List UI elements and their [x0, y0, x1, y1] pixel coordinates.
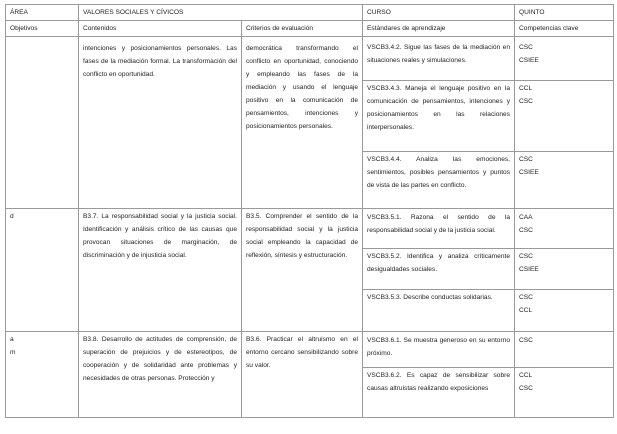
row3-competencias [515, 332, 614, 418]
curso-value: QUINTO [515, 5, 614, 21]
standard-item: VSCB3.4.4. Analiza las emociones, sentimientos, posibles pensamientos y puntos de vista de las partes en conflicto. [363, 151, 514, 200]
standard-item: VSCB3.6.2. Es capaz de sensibilizar sobre causas altruistas realizando exposiciones [363, 367, 514, 412]
standard-item: VSCB3.5.2. Identifica y analiza críticamente desigualdades sociales. [363, 248, 514, 289]
competencias-item [515, 80, 613, 151]
row3-criterios: B3.6. Practicar el altruismo en el entorno cercano sensibilizando sobre su valor. [242, 332, 363, 418]
competencia-code: CSC [519, 156, 533, 163]
competencia-code: CSC [519, 294, 533, 301]
col-estandares: Estándares de aprendizaje [363, 21, 515, 37]
col-criterios: Criterios de evaluación [242, 21, 363, 37]
objetivo-code: a [10, 336, 14, 343]
standard-item: VSCB3.6.1. Se muestra generoso en su entorno próximo. [367, 337, 511, 357]
competencias-item [515, 289, 613, 330]
competencia-code: CSC [519, 44, 533, 51]
col-contenidos: Contenidos [79, 21, 242, 37]
row2-contenidos: B3.7. La responsabilidad social y la justicia social. Identificación y análisis crítico de las causas que provocan situaciones de marginación, de discriminación y de injusticia social. [79, 209, 242, 332]
competencias-item [515, 248, 613, 289]
competencia-code: CCL [519, 307, 533, 314]
row2-estandares [363, 209, 515, 332]
competencia-code: CCL [519, 372, 533, 379]
competencia-code: CSIEE [519, 266, 539, 273]
competencia-code: CSC [519, 385, 533, 392]
competencias-item [515, 367, 613, 412]
table-row [6, 209, 614, 332]
competencia-code: CAA [519, 214, 533, 221]
table-row [6, 332, 614, 418]
row1-criterios: democrática transformando el conflicto en oportunidad, conociendo y empleando las fases de la mediación y usando el lenguaje positivo en la comunicación de pensamientos, intenciones y posicionamientos personales. [242, 37, 363, 209]
curriculum-table [5, 4, 614, 418]
curso-label: CURSO [363, 5, 515, 21]
row2-competencias [515, 209, 614, 332]
competencias-item [519, 333, 609, 367]
row2-objetivos: d [6, 209, 79, 332]
row3-estandares [363, 332, 515, 418]
objetivo-code: m [10, 349, 16, 356]
standard-item: VSCB3.4.3. Maneja el lenguaje positivo en la comunicación de pensamientos, intenciones y posicionamientos en las relaciones interpersonales. [363, 80, 514, 151]
row1-objetivos [6, 37, 79, 209]
competencia-code: CSIEE [519, 57, 539, 64]
standard-item: VSCB3.4.2. Sigue las fases de la mediación en situaciones reales y simulaciones. [367, 44, 511, 64]
competencia-code: CSC [519, 337, 533, 344]
competencia-code: CSC [519, 98, 533, 105]
standard-item: VSCB3.5.3. Describe conductas solidarias. [363, 289, 514, 330]
area-value: VALORES SOCIALES Y CÍVICOS [79, 5, 363, 21]
competencias-item [519, 40, 609, 80]
standard-item: VSCB3.5.1. Razona el sentido de la responsabilidad social y de la justicia social. [367, 214, 511, 234]
header-row [6, 5, 614, 21]
table-row [6, 37, 614, 209]
competencias-item [519, 210, 609, 248]
row1-contenidos: intenciones y posicionamientos personales. Las fases de la mediación formal. La transformación del conflicto en oportunidad. [79, 37, 242, 209]
row1-estandares [363, 37, 515, 209]
row3-contenidos: B3.8. Desarrollo de actitudes de comprensión, de superación de prejuicios y de estereotipos, de cooperación y de solidaridad ante problemas y necesidades de otras personas. Protección y [79, 332, 242, 418]
area-label: ÁREA [6, 5, 79, 21]
competencia-code: CCL [519, 85, 533, 92]
competencia-code: CSC [519, 253, 533, 260]
row2-criterios: B3.5. Comprender el sentido de la responsabilidad social y la justicia social empleando la capacidad de reflexión, síntesis y estructuración. [242, 209, 363, 332]
column-header-row [6, 21, 614, 37]
col-competencias: Competencias clave [515, 21, 614, 37]
competencia-code: CSIEE [519, 169, 539, 176]
competencia-code: CSC [519, 227, 533, 234]
competencias-item [515, 151, 613, 200]
row1-competencias [515, 37, 614, 209]
row3-objetivos [6, 332, 79, 418]
col-objetivos: Objetivos [6, 21, 79, 37]
